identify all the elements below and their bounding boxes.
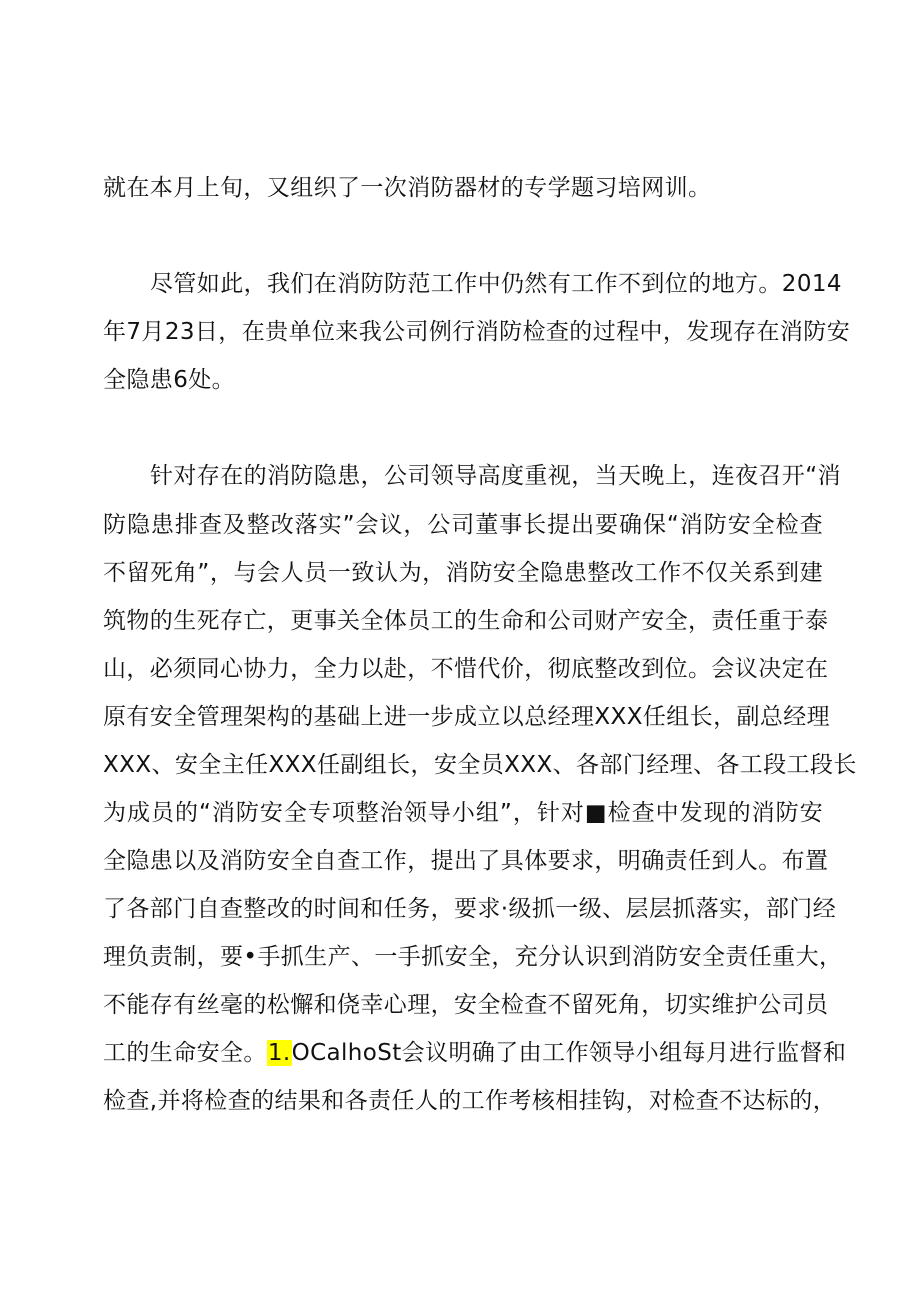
paragraph-1-line-1: 就在本月上旬，又组织了一次消防器材的专学题习培网训。 [103,175,712,201]
paragraph-2-line-2: 年7月23日，在贵单位来我公司例行消防检查的过程中，发现存在消防安 [103,319,851,345]
paragraph-3-line-10: 了各部门自查整改的时间和任务，要求·级抓一级、层层抓落实，部门经 [103,896,837,922]
paragraph-2-line-3: 全隐患6处。 [103,367,236,393]
paragraph-2-line-1: 尽管如此，我们在消防防范工作中仍然有工作不到位的地方。2014 [150,271,842,297]
paragraph-3-line-1: 针对存在的消防隐患，公司领导高度重视，当天晚上，连夜召开“消 [150,463,841,489]
paragraph-3-line-9: 全隐患以及消防安全自查工作，提出了具体要求，明确责任到人。布置 [103,848,829,874]
paragraph-3-line-3: 不留死角”，与会人员一致认为，消防安全隐患整改工作不仅关系到建 [103,560,823,586]
paragraph-3-line-7: XXX、安全主任XXX任副组长，安全员XXX、各部门经理、各工段工段长 [103,752,857,778]
paragraph-3-line-8: 为成员的“消防安全专项整治领导小组”，针对■检查中发现的消防安 [103,800,823,826]
paragraph-3-line-6: 原有安全管理架构的基础上进一步成立以总经理XXX任组长，副总经理 [103,704,831,730]
paragraph-3-line-11: 理负责制，要•手抓生产、一手抓安全，充分认识到消防安全责任重大， [103,944,843,970]
paragraph-3-line-5: 山，必须同心协力，全力以赴，不惜代价，彻底整改到位。会议决定在 [103,656,829,682]
paragraph-3-line-4: 筑物的生死存亡，更事关全体员工的生命和公司财产安全，责任重于泰 [103,608,829,634]
line-13-text-before: 工的生命安全。 [103,1040,267,1066]
highlighted-list-number: 1. [267,1040,291,1066]
paragraph-3-line-13 [103,1038,847,1068]
line-13-text-after: OCalhoSt会议明确了由工作领导小组每月进行监督和 [291,1040,847,1066]
paragraph-3-line-2: 防隐患排查及整改落实”会议，公司董事长提出要确保“消防安全检查 [103,512,823,538]
paragraph-3-line-12: 不能存有丝毫的松懈和侥幸心理，安全检查不留死角，切实维护公司员 [103,992,829,1018]
paragraph-3-line-14: 检查,并将检查的结果和各责任人的工作考核相挂钩，对检查不达标的， [103,1088,837,1114]
